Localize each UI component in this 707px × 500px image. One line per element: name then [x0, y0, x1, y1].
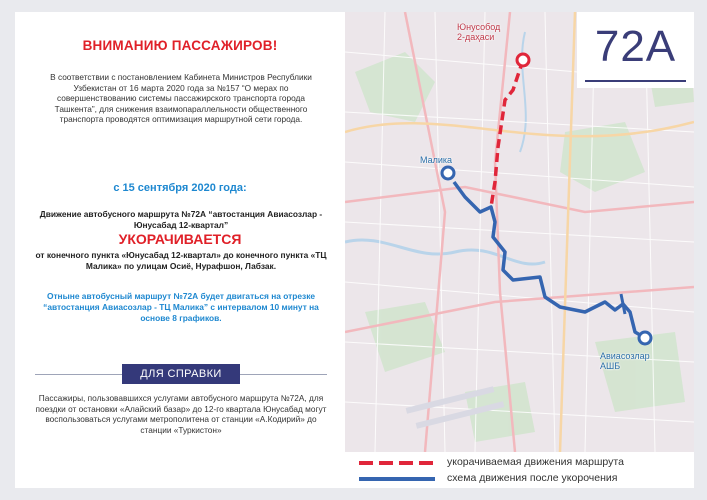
legend-solid-label: схема движения после укорочения: [447, 472, 618, 484]
notice-title: ВНИМАНИЮ ПАССАЖИРОВ!: [82, 38, 278, 53]
legend-solid-swatch: [359, 477, 435, 481]
reference-label: ДЛЯ СПРАВКИ: [122, 364, 240, 384]
yunusobod-stop-marker: [517, 54, 529, 66]
new-route-text: Отныне автобусный маршрут №72А будет двигаться на отрезке “автостанция Авиасозлар - ТЦ Малика” с интервалом 10 минут на основе 8 графиков.: [43, 291, 319, 323]
route-movement-text: Движение автобусного маршрута №72А “автостанция Авиасозлар - Юнусабад 12-квартал”: [39, 209, 323, 230]
legend-solid-row: [359, 472, 689, 486]
route-number-box: [577, 12, 694, 88]
malika-stop-marker: [442, 167, 454, 179]
reference-text: Пассажиры, пользовавшихся услугами автобусного маршрута №72А, для поездки от остановки «Алайский базар» до 12-го квартала Юнусабад могут воспользоваться услугами метрополитена от станции «А.Кодирий» до станции «Туркистон»: [35, 393, 327, 435]
route-number-underline: [585, 80, 686, 82]
notice-text-panel: [15, 12, 345, 488]
label-yunusobod: Юнусобод 2-даҳаси: [457, 22, 501, 42]
intro-paragraph: В соответствии с постановлением Кабинета Министров Республики Узбекистан от 16 марта 2020 года за №157 “О мерах по совершенствованию системы пассажирского транспорта города Ташкента”, для снижения взаимопараллельности общественного транспорта проводятся оптимизация маршрутной сети города.: [50, 72, 312, 125]
legend-dashed-row: [359, 456, 689, 470]
shortened-section-text: от конечного пункта «Юнусабад 12-квартал» до конечного пункта «ТЦ Малика» по улицам Осиё, Нурафшон, Лабзак.: [35, 250, 327, 271]
shortened-heading: УКОРАЧИВАЕТСЯ: [118, 231, 242, 247]
legend-dashed-label: укорачиваемая движения маршрута: [447, 456, 624, 468]
label-aviasozlar: Авиасозлар АШБ: [600, 351, 650, 371]
avia-stop-marker: [639, 332, 651, 344]
legend-dashed-swatch: [359, 461, 435, 465]
effective-date: с 15 сентября 2020 года:: [113, 182, 247, 194]
map-legend: [345, 452, 694, 488]
label-malika: Малика: [420, 155, 453, 165]
route-number: 72А: [594, 22, 677, 71]
